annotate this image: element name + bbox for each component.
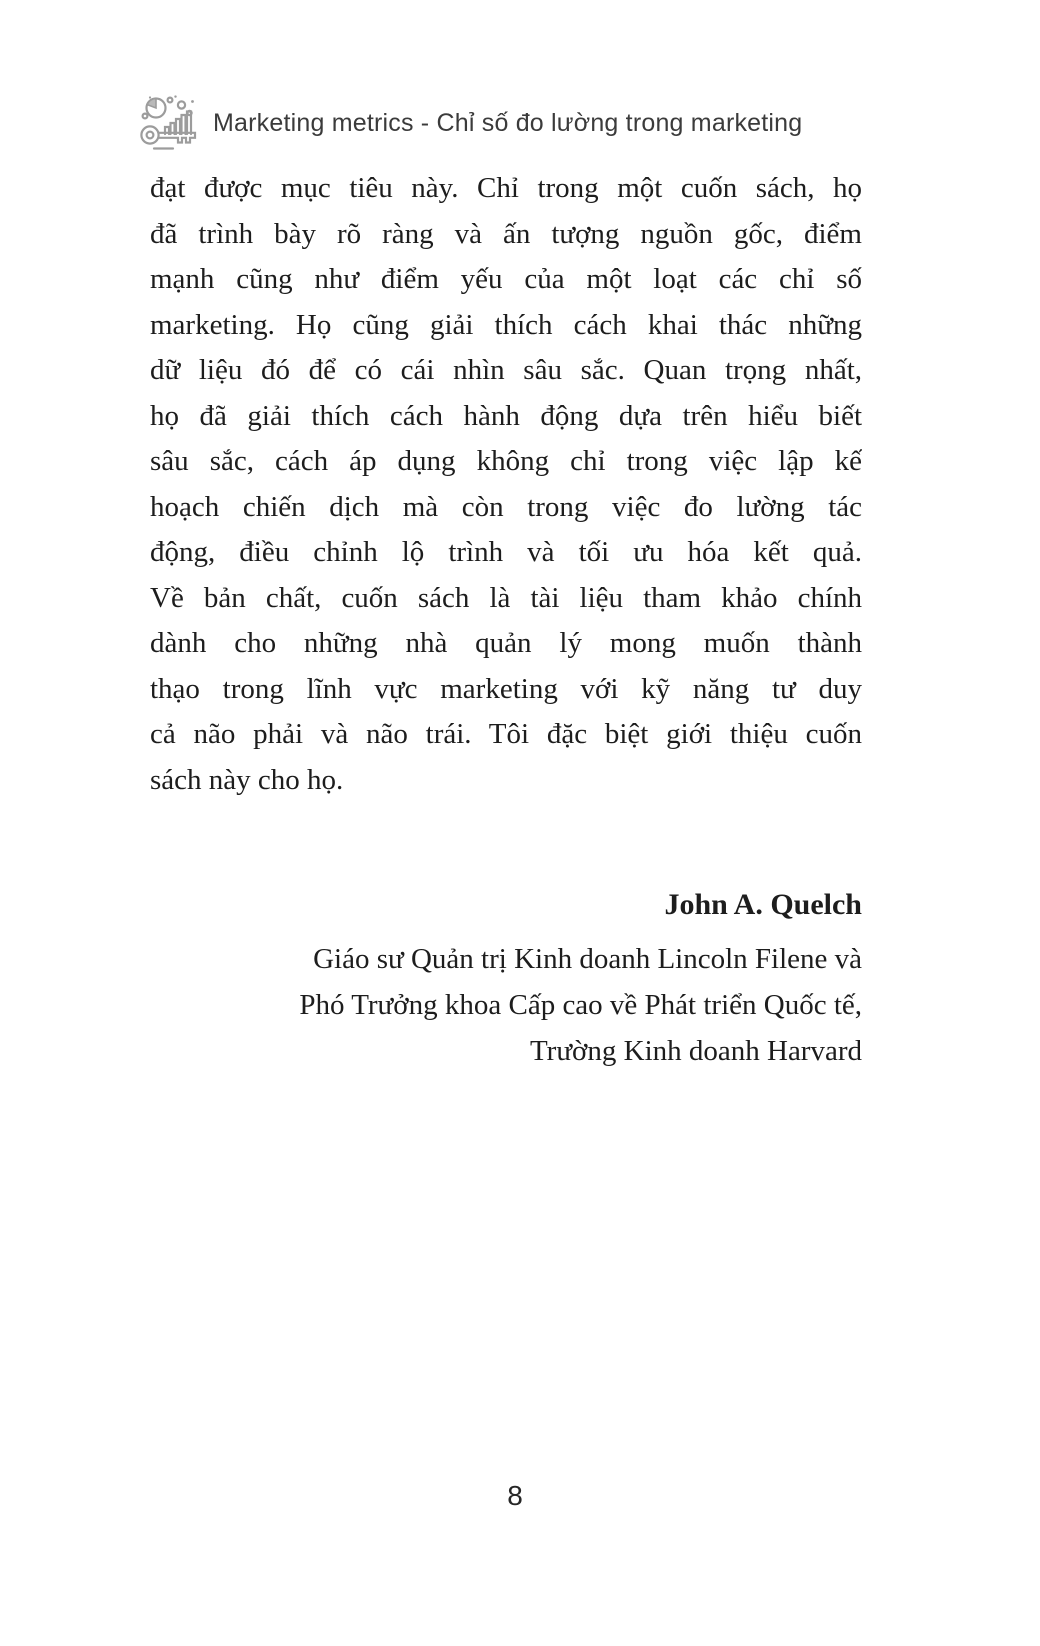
- paragraph-line: đã trình bày rõ ràng và ấn tượng nguồn gốc, điểm: [150, 217, 862, 250]
- paragraph-line: họ đã giải thích cách hành động dựa trên hiểu biết: [150, 399, 862, 432]
- body-paragraph: [150, 166, 862, 803]
- page-header-title: Marketing metrics - Chỉ số đo lường trong marketing: [213, 108, 803, 137]
- paragraph-line: dành cho những nhà quản lý mong muốn thành: [150, 627, 862, 659]
- signature-role-line: Giáo sư Quản trị Kinh doanh Lincoln Filene và: [313, 943, 862, 975]
- paragraph-line: đạt được mục tiêu này. Chỉ trong một cuốn sách, họ: [150, 172, 862, 204]
- paragraph-line: mạnh cũng như điểm yếu của một loạt các chỉ số: [150, 263, 862, 295]
- paragraph-line: động, điều chỉnh lộ trình và tối ưu hóa kết quả.: [150, 536, 862, 568]
- page-number: 8: [507, 1480, 523, 1511]
- paragraph-line: sâu sắc, cách áp dụng không chỉ trong việc lập kế: [150, 445, 862, 477]
- signature-role-line: Phó Trưởng khoa Cấp cao về Phát triển Quốc tế,: [299, 989, 862, 1021]
- paragraph-line: cả não phải và não trái. Tôi đặc biệt giới thiệu cuốn: [150, 718, 862, 750]
- paragraph-line: sách này cho họ.: [150, 763, 344, 796]
- paragraph-line: marketing. Họ cũng giải thích cách khai thác những: [150, 308, 862, 341]
- paragraph-line: Về bản chất, cuốn sách là tài liệu tham khảo chính: [150, 581, 862, 614]
- paragraph-line: hoạch chiến dịch mà còn trong việc đo lường tác: [150, 490, 862, 523]
- signature-block: [299, 882, 862, 1074]
- paragraph-line: thạo trong lĩnh vực marketing với kỹ năng tư duy: [150, 672, 862, 705]
- marketing-metrics-logo-icon: [137, 94, 203, 152]
- signature-name: John A. Quelch: [664, 888, 862, 921]
- signature-role-line: Trường Kinh doanh Harvard: [529, 1035, 862, 1067]
- paragraph-line: dữ liệu đó để có cái nhìn sâu sắc. Quan trọng nhất,: [150, 354, 862, 386]
- page-header: [137, 94, 802, 152]
